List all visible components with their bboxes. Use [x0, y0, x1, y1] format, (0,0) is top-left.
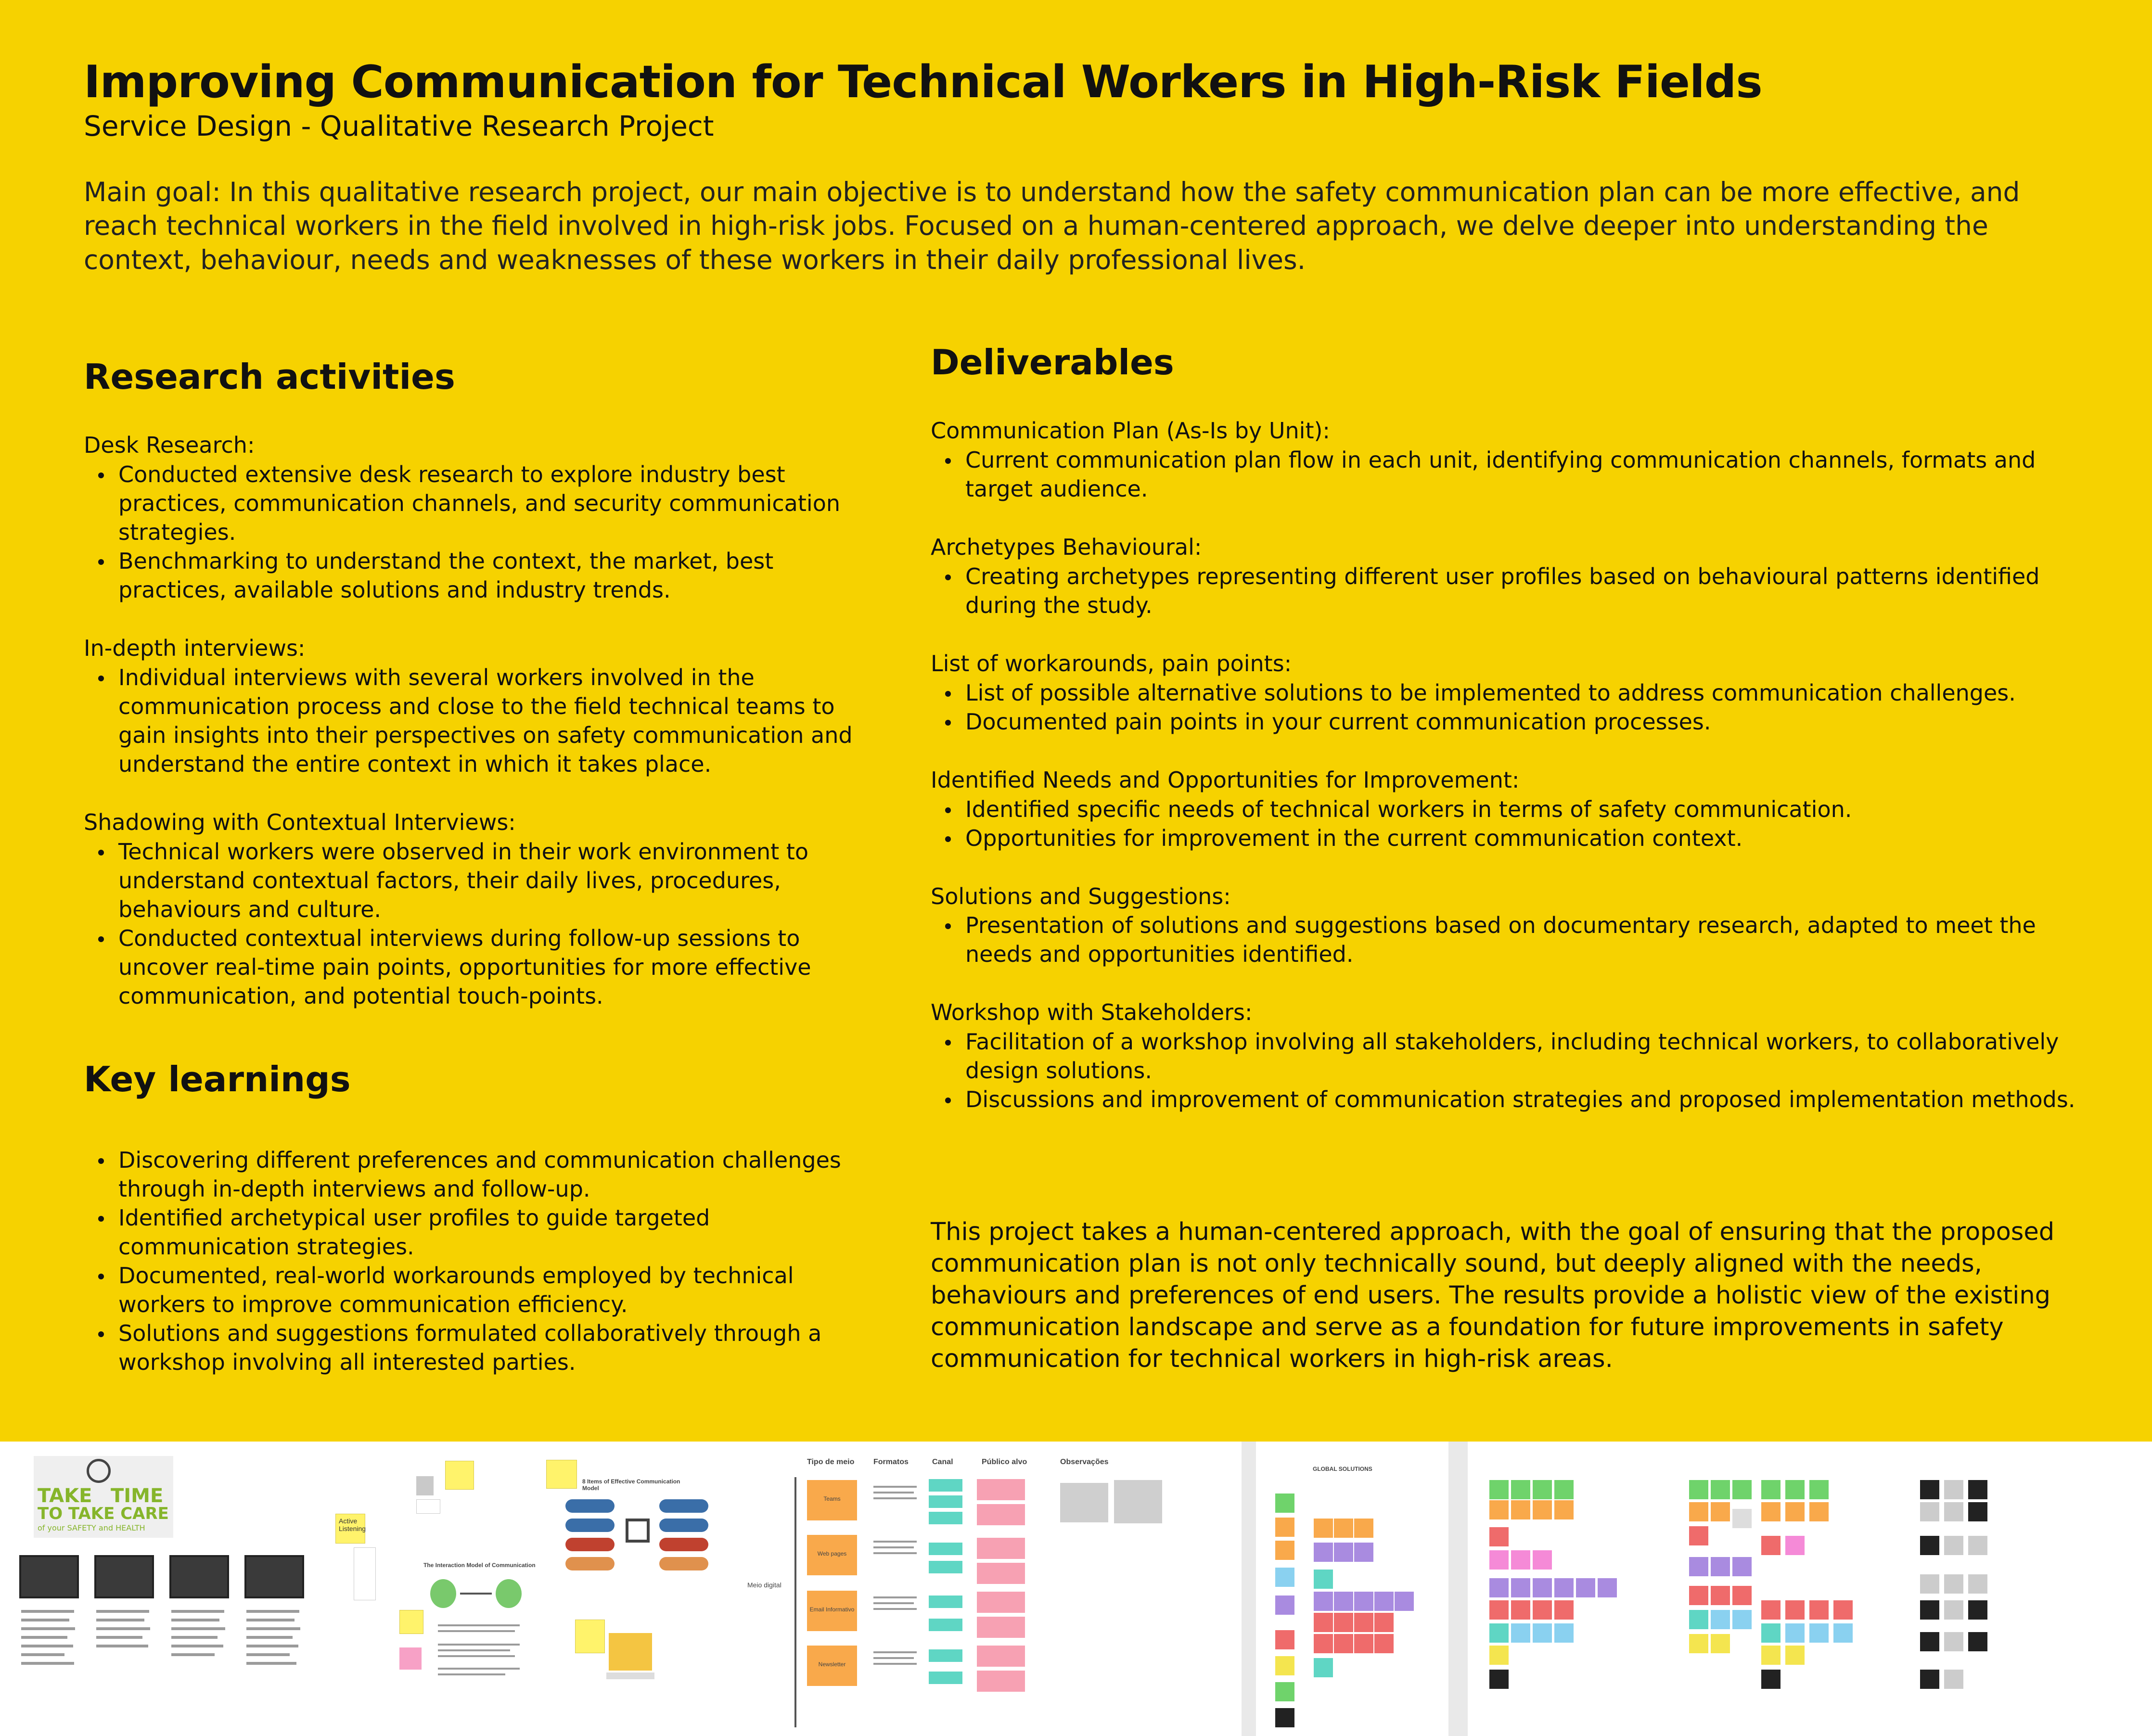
main-goal: Main goal: In this qualitative research project, our main objective is to understand how the safety communication plan can be more effective, and reach technical workers in the field involved in high-risk jobs. Focused on a human-centered approach, we delve deeper into understanding the context, behaviour, needs and weaknesses of these workers in their daily professional lives.	[84, 177, 2020, 275]
list-item: Documented pain points in your current communication processes.	[931, 707, 2095, 736]
campaign-panel	[0, 1442, 315, 1736]
list-item: Individual interviews with several workers involved in the communication process and close to the field technical teams to gain insights into their perspectives on safety communication and understand the entire context in which it takes place.	[84, 663, 883, 779]
page-title: Improving Communication for Technical Workers in High-Risk Fields	[84, 56, 1762, 108]
group-in-depth-interviews	[84, 634, 883, 779]
interaction-model-title: The Interaction Model of Communication	[423, 1562, 536, 1569]
observation-note	[1060, 1483, 1108, 1522]
list-item: Identified archetypical user profiles to guide targeted communication strategies.	[84, 1203, 883, 1261]
logo-line-2: TIME	[111, 1485, 164, 1507]
list-item: Creating archetypes representing different user profiles based on behavioural patterns identified during the study.	[931, 562, 2095, 620]
side-label: Meio digital	[747, 1581, 781, 1589]
group-heading: List of workarounds, pain points:	[931, 650, 1292, 677]
table-row-label: Newsletter	[807, 1646, 857, 1686]
pill-shape	[659, 1519, 708, 1532]
group-shadowing	[84, 808, 883, 1010]
bullet-list	[84, 1146, 883, 1377]
sticky-note	[399, 1647, 422, 1670]
pill-shape	[565, 1519, 615, 1532]
sticky-note	[399, 1610, 423, 1634]
table-row-label: Email Informativo	[807, 1591, 857, 1631]
photo-thumbnail	[19, 1555, 79, 1598]
photo-thumbnail	[244, 1555, 304, 1598]
group-needs	[931, 766, 2095, 853]
interaction-diagram	[428, 1573, 525, 1617]
logo-line-4: of your SAFETY and HEALTH	[38, 1523, 145, 1532]
bullet-list	[931, 562, 2095, 620]
bullet-list	[931, 678, 2095, 736]
bullet-list	[931, 446, 2095, 503]
sticky-note	[575, 1620, 605, 1653]
deliverables-heading: Deliverables	[931, 342, 1174, 383]
list-item: Conducted contextual interviews during follow-up sessions to uncover real-time pain points, opportunities for more effective communication, and potential touch-points.	[84, 924, 883, 1010]
group-heading: Shadowing with Contextual Interviews:	[84, 809, 516, 835]
group-solutions	[931, 882, 2095, 969]
list-item: Discussions and improvement of communication strategies and proposed implementation methods.	[931, 1085, 2095, 1114]
gallery-divider	[1242, 1442, 1256, 1736]
sticky-note	[445, 1461, 474, 1490]
photo-thumbnail	[94, 1555, 154, 1598]
list-item: Documented, real-world workarounds employed by technical workers to improve communication efficiency.	[84, 1261, 883, 1319]
table-row-label: Teams	[807, 1480, 857, 1520]
gallery-divider	[1448, 1442, 1468, 1736]
observation-note	[1114, 1480, 1162, 1523]
group-heading: Desk Research:	[84, 432, 255, 459]
doc-thumbnail	[354, 1547, 376, 1600]
table-header: Observações	[1060, 1458, 1109, 1466]
list-item: Discovering different preferences and communication challenges through in-depth interviews and follow-up.	[84, 1146, 883, 1203]
head-icon	[430, 1579, 456, 1608]
affinity-board	[1468, 1442, 2152, 1736]
group-heading: Archetypes Behavioural:	[931, 534, 1202, 561]
left-column	[84, 356, 883, 1377]
board-title: GLOBAL SOLUTIONS	[1313, 1466, 1372, 1472]
group-heading: Workshop with Stakeholders:	[931, 999, 1253, 1026]
table-header: Público alvo	[982, 1458, 1027, 1466]
group-workarounds	[931, 650, 2095, 736]
pill-shape	[659, 1557, 708, 1570]
right-column	[931, 342, 2095, 1144]
group-workshop	[931, 998, 2095, 1114]
channels-table-panel	[747, 1442, 1242, 1736]
list-item: Conducted extensive desk research to explore industry best practices, communication channels, and security communication strategies.	[84, 460, 883, 547]
list-item: Facilitation of a workshop involving all stakeholders, including technical workers, to collaboratively design solutions.	[931, 1027, 2095, 1085]
bullet-list	[84, 663, 883, 779]
key-learnings	[84, 1059, 883, 1377]
page-subtitle: Service Design - Qualitative Research Project	[84, 110, 714, 143]
effective-model-title: 8 Items of Effective Communication Model	[582, 1478, 680, 1492]
logo-line-3: TO TAKE CARE	[38, 1504, 169, 1523]
table-header: Canal	[932, 1458, 953, 1466]
header	[84, 57, 2081, 144]
head-icon	[496, 1579, 522, 1608]
arrow-icon	[460, 1593, 492, 1595]
effective-diagram	[565, 1494, 710, 1567]
group-desk-research	[84, 431, 883, 604]
group-heading: Identified Needs and Opportunities for Improvement:	[931, 766, 1520, 793]
pill-shape	[565, 1557, 615, 1570]
bullet-list	[931, 1027, 2095, 1114]
table-row-label: Web pages	[807, 1535, 857, 1575]
bullet-list	[931, 795, 2095, 853]
table-header: Formatos	[873, 1458, 909, 1466]
list-item: Presentation of solutions and suggestions based on documentary research, adapted to meet the needs and opportunities identified.	[931, 911, 2095, 969]
sticky-note: Active Listening	[335, 1514, 365, 1544]
logo-line-1: TAKE	[38, 1485, 92, 1507]
photo-thumbnail	[416, 1476, 434, 1495]
list-item: Current communication plan flow in each unit, identifying communication channels, formats and target audience.	[931, 446, 2095, 503]
doc-thumbnail	[416, 1499, 440, 1514]
pill-shape	[565, 1538, 615, 1551]
hand-icon	[87, 1459, 111, 1483]
group-heading: Communication Plan (As-Is by Unit):	[931, 418, 1330, 444]
list-item: Benchmarking to understand the context, the market, best practices, available solutions and industry trends.	[84, 547, 883, 604]
group-archetypes	[931, 533, 2095, 620]
list-item: Solutions and suggestions formulated collaboratively through a workshop involving all interested parties.	[84, 1319, 883, 1377]
pill-shape	[659, 1538, 708, 1551]
sticky-note	[546, 1460, 577, 1489]
artifact-gallery	[0, 1442, 2152, 1736]
illustration	[609, 1633, 652, 1671]
bullet-list	[84, 460, 883, 604]
bullet-list	[931, 911, 2095, 969]
closing-statement: This project takes a human-centered approach, with the goal of ensuring that the proposed communication plan is not only technically sound, but deeply aligned with the needs, behaviours and preferences of end users. The results provide a holistic view of the existing communication landscape and serve as a foundation for future improvements in safety communication for technical workers in high-risk areas.	[931, 1218, 2055, 1373]
table-header: Tipo de meio	[807, 1458, 855, 1466]
bullet-list	[84, 837, 883, 1010]
list-item: Technical workers were observed in their work environment to understand contextual factors, their daily lives, procedures, behaviours and culture.	[84, 837, 883, 924]
pill-shape	[565, 1499, 615, 1513]
bracket-line	[794, 1477, 796, 1727]
group-heading: Solutions and Suggestions:	[931, 883, 1231, 909]
campaign-logo	[34, 1456, 173, 1538]
pill-shape	[659, 1499, 708, 1513]
group-communication-plan	[931, 417, 2095, 503]
qr-icon	[626, 1519, 650, 1543]
photo-thumbnail	[169, 1555, 229, 1598]
list-item: List of possible alternative solutions to be implemented to address communication challenges.	[931, 678, 2095, 707]
key-learnings-heading: Key learnings	[84, 1059, 351, 1099]
group-heading: In-depth interviews:	[84, 635, 306, 662]
models-panel	[315, 1442, 763, 1736]
list-item: Opportunities for improvement in the current communication context.	[931, 824, 2095, 853]
research-activities	[84, 356, 883, 1010]
doc-thumbnail	[606, 1672, 654, 1679]
research-heading: Research activities	[84, 357, 455, 397]
global-solutions-board	[1256, 1442, 1448, 1736]
list-item: Identified specific needs of technical workers in terms of safety communication.	[931, 795, 2095, 824]
